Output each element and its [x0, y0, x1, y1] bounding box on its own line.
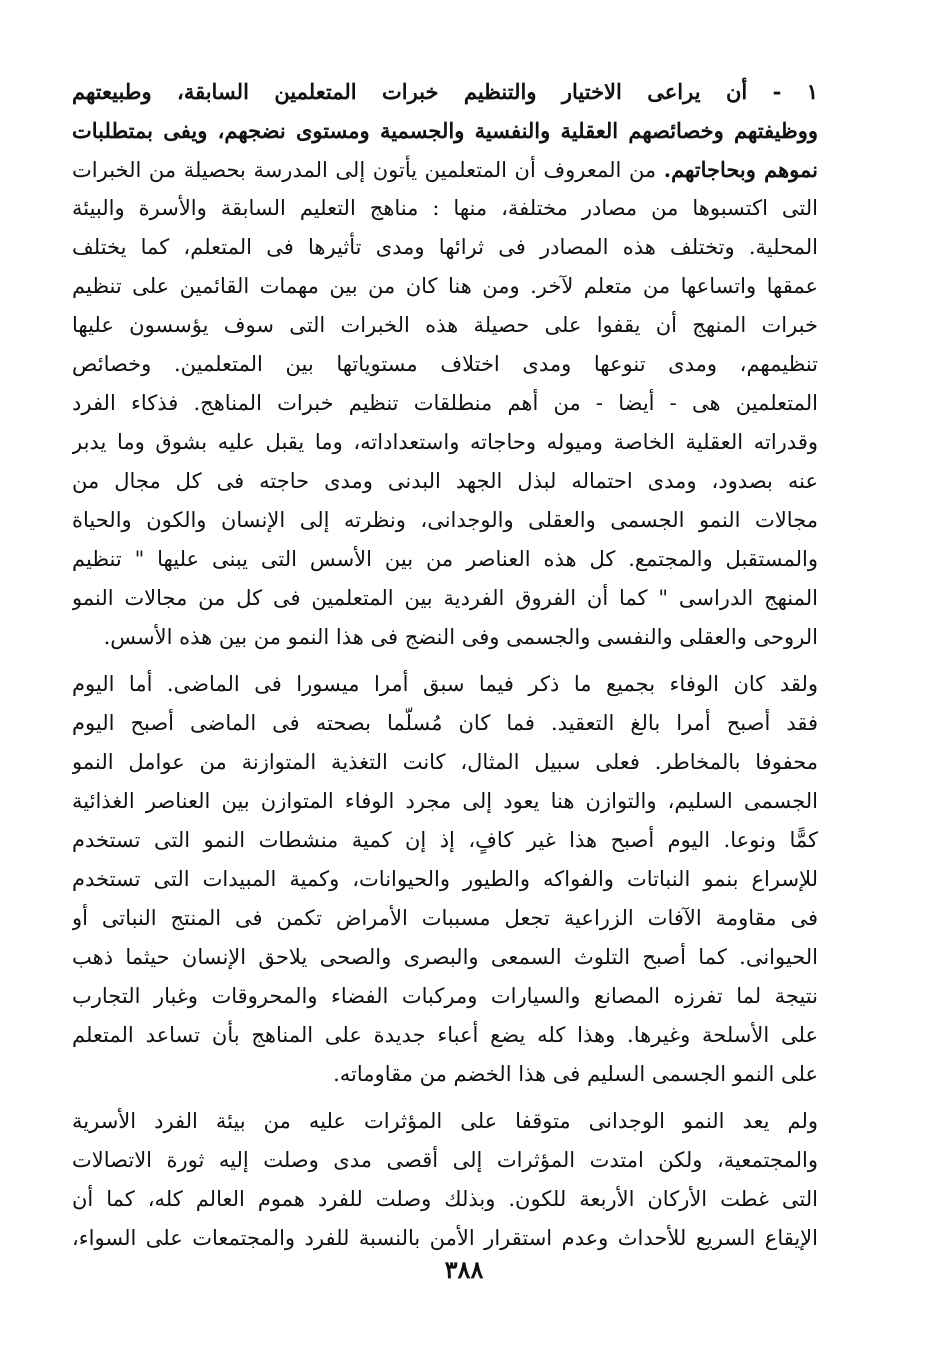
text-span: من المعروف أن المتعلمين يأتون إلى المدرسة بحصيلة من الخبرات: [72, 158, 664, 182]
text-line: ١ - أن يراعى الاختيار والتنظيم خبرات المتعلمين السابقة، وطبيعتهم: [72, 79, 818, 104]
text-line: المنهج الدراسى " كما أن الفروق الفردية بين المتعلمين فى كل من مجالات النمو: [72, 586, 818, 610]
text-line: والمستقبل والمجتمع. كل هذه العناصر من بين الأسس التى يبنى عليها " تنظيم: [72, 547, 818, 571]
bold-phrase: نموهم وبحاجاتهم.: [663, 157, 818, 182]
text-line: التى اكتسبوها من مصادر مختلفة، منها : مناهج التعليم السابقة والأسرة والبيئة: [72, 196, 818, 220]
paragraph: [72, 72, 818, 657]
text-line: الروحى والعقلى والنفسى والجسمى وفى النضج فى هذا النمو من بين هذه الأسس.: [103, 625, 818, 649]
text-line: تنظيمهم، ومدى تنوعها ومدى اختلاف مستوياتها بين المتعلمين. وخصائص: [72, 352, 818, 376]
text-line: ولقد كان الوفاء بجميع ما ذكر فيما سبق أمرا ميسورا فى الماضى. أما اليوم: [72, 672, 818, 696]
paragraph-spacer: [72, 657, 818, 665]
text-line: المحلية. وتختلف هذه المصادر فى ثرائها ومدى تأثيرها فى المتعلم، كما يختلف: [72, 235, 818, 259]
text-line: محفوفا بالمخاطر. فعلى سبيل المثال، كانت التغذية المتوازنة من عوامل النمو: [72, 750, 818, 774]
text-line: فى مقاومة الآفات الزراعية تجعل مسببات الأمراض تكمن فى المنتج النباتى أو: [72, 906, 818, 930]
text-line: ولم يعد النمو الوجدانى متوقفا على المؤثرات عليه من بيئة الفرد الأسرية: [72, 1109, 818, 1133]
text-line: وقدراته العقلية الخاصة وميوله وحاجاته واستعداداته، وما يقبل عليه بشوق وما يدبر: [72, 430, 818, 454]
text-line: كمًّا ونوعا. اليوم أصبح هذا غير كافٍ، إذ إن كمية منشطات النمو التى تستخدم: [72, 828, 818, 852]
text-line: مجالات النمو الجسمى والعقلى والوجدانى، ونظرته إلى الإنسان والكون والحياة: [72, 508, 818, 532]
text-line: التى غطت الأركان الأربعة للكون. وبذلك وصلت للفرد هموم العالم كله، كما أن: [72, 1187, 818, 1211]
text-line: على الأسلحة وغيرها. وهذا كله يضع أعباء جديدة على المناهج بأن تساعد المتعلم: [72, 1023, 818, 1047]
text-line: الإيقاع السريع للأحداث وعدم استقرار الأمن بالنسبة للفرد والمجتمعات على السواء،: [72, 1226, 818, 1250]
paragraph-spacer: [72, 1094, 818, 1102]
text-line: الحيوانى. كما أصبح التلوث السمعى والبصرى والصحى يلاحق الإنسان حيثما ذهب: [72, 945, 818, 969]
text-line: الجسمى السليم، والتوازن هنا يعود إلى مجرد الوفاء المتوازن بين العناصر الغذائية: [72, 789, 818, 813]
text-line: [72, 150, 818, 189]
paragraph: [72, 1102, 818, 1258]
text-line: على النمو الجسمى السليم فى هذا الخضم من مقاوماته.: [333, 1062, 818, 1086]
text-line: نتيجة لما تفرزه المصانع والسيارات ومركبات الفضاء والمحروقات وغبار التجارب: [72, 984, 818, 1008]
text-line: والمجتمعية، ولكن امتدت المؤثرات إلى أقصى مدى وصلت إليه ثورة الاتصالات: [72, 1148, 818, 1172]
text-line: عمقها واتساعها من متعلم لآخر. ومن هنا كان من بين مهمات القائمين على تنظيم: [72, 274, 818, 298]
body-text: [72, 72, 818, 1258]
text-line: خبرات المنهج أن يقفوا على حصيلة هذه الخبرات التى سوف يؤسسون عليها: [72, 313, 818, 337]
paragraph: [72, 665, 818, 1094]
text-line: عنه بصدود، ومدى احتماله لبذل الجهد البدنى ومدى حاجته فى كل مجال من: [72, 469, 818, 493]
text-line: المتعلمين هى - أيضا - من أهم منطلقات تنظيم خبرات المناهج. فذكاء الفرد: [72, 391, 818, 415]
page-number: ٣٨٨: [444, 1255, 484, 1284]
text-line: فقد أصبح أمرا بالغ التعقيد. فما كان مُسلّما بصحته فى الماضى أصبح اليوم: [72, 711, 818, 735]
text-line: للإسراع بنمو النباتات والفواكه والطيور والحيوانات، وكمية المبيدات التى تستخدم: [72, 867, 818, 891]
text-line: ووظيفتهم وخصائصهم العقلية والنفسية والجسمية ومستوى نضجهم، ويفى بمتطلبات: [72, 118, 818, 143]
